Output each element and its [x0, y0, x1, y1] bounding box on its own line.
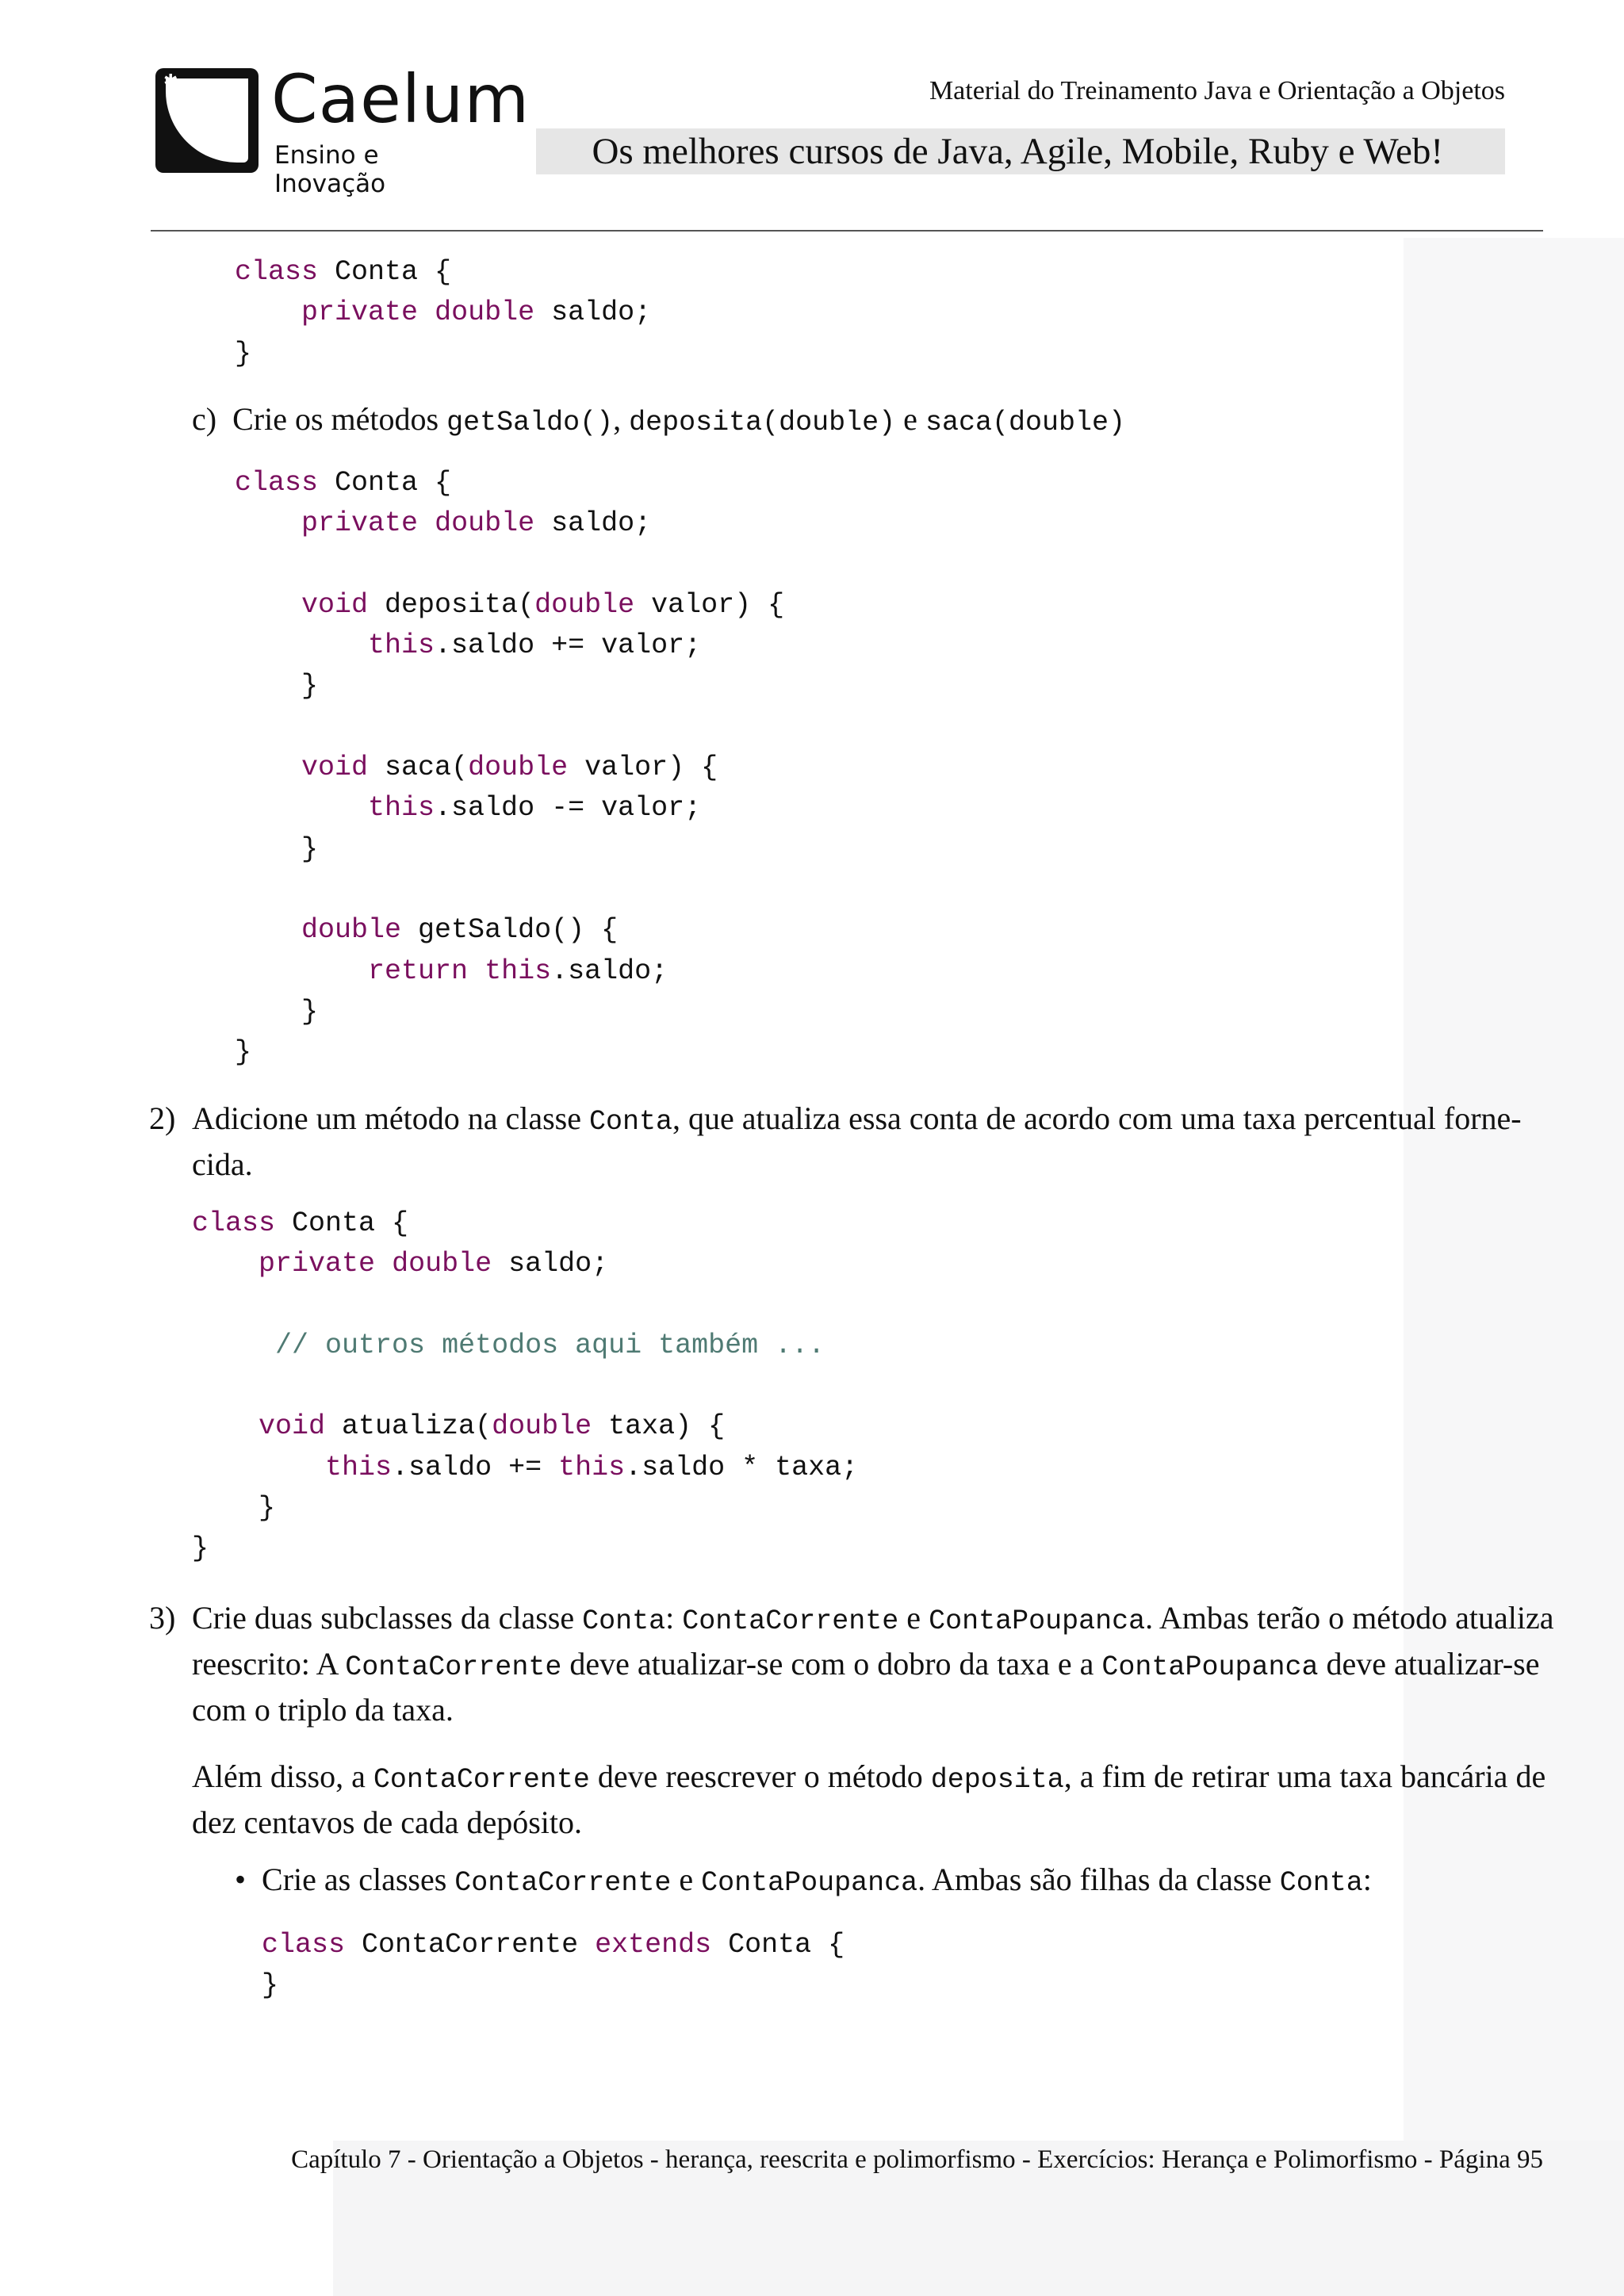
- item-text: Além disso, a: [192, 1758, 366, 1794]
- code-line: }: [192, 1533, 209, 1565]
- item-label: c): [192, 401, 217, 437]
- inline-code: saca(double): [925, 407, 1125, 438]
- code-line: class Conta {: [192, 1207, 409, 1239]
- bullet-icon: •: [235, 1862, 247, 1897]
- item-text: com o triplo da taxa.: [192, 1692, 454, 1728]
- code-line: void saca(double valor) {: [301, 752, 718, 784]
- item-text: e: [903, 401, 917, 437]
- code-line: }: [301, 670, 319, 702]
- inline-code: Conta: [582, 1605, 666, 1637]
- logo-brand: Caelum: [271, 60, 530, 138]
- code-line: }: [235, 337, 252, 369]
- item-number: 3): [149, 1600, 176, 1636]
- code-line: class Conta {: [235, 256, 452, 288]
- code-line: }: [301, 832, 319, 865]
- inline-code: Conta: [588, 1106, 673, 1138]
- page-footer: Capítulo 7 - Orientação a Objetos - herança, reescrita e polimorfismo - Exercícios: Herança e Polimorfismo - Página 95: [291, 2145, 1543, 2174]
- caelum-logo: [155, 60, 530, 198]
- code-line: }: [262, 1969, 279, 2002]
- item-text: e: [906, 1600, 921, 1636]
- item-text: Crie as classes: [262, 1862, 447, 1897]
- item-text: cida.: [192, 1146, 253, 1182]
- item-2-text: [192, 1097, 1548, 1186]
- item-text: . Ambas terão o método atualiza: [1145, 1600, 1554, 1636]
- code-block-conta-methods: [235, 463, 784, 1073]
- code-line: }: [235, 1036, 252, 1069]
- header-banner: [536, 128, 1505, 174]
- code-comment: // outros métodos aqui também ...: [275, 1329, 825, 1361]
- inline-code: deposita(double): [629, 407, 896, 438]
- inline-code: getSaldo(): [446, 407, 614, 438]
- item-c: [192, 398, 1125, 444]
- code-line: class ContaCorrente extends Conta {: [262, 1929, 845, 1961]
- code-block-atualiza: [192, 1203, 858, 1570]
- item-text: reescrito: A: [192, 1646, 338, 1682]
- logo-mark-icon: ✱: [155, 68, 259, 173]
- item-text: . Ambas são filhas da classe: [917, 1862, 1272, 1897]
- item-text: deve atualizar-se: [1326, 1646, 1540, 1682]
- code-line: this.saldo += this.saldo * taxa;: [325, 1451, 859, 1483]
- inline-code: deposita: [930, 1764, 1064, 1796]
- code-line: double getSaldo() {: [301, 914, 619, 947]
- code-block-conta-basic: [235, 252, 651, 374]
- code-line: }: [301, 995, 319, 1027]
- item-text: deve atualizar-se com o dobro da taxa e a: [569, 1646, 1094, 1682]
- logo-tagline: Ensino e Inovação: [274, 141, 386, 198]
- code-line: this.saldo -= valor;: [368, 792, 702, 825]
- item-text: ,: [613, 401, 622, 437]
- code-line: }: [259, 1492, 276, 1525]
- inline-code: ContaPoupanca: [929, 1605, 1146, 1637]
- code-line: void atualiza(double taxa) {: [259, 1410, 726, 1443]
- item-number: 2): [149, 1100, 176, 1136]
- code-line: private double saldo;: [259, 1248, 609, 1280]
- inline-code: ContaCorrente: [373, 1764, 590, 1796]
- item-text: , a fim de retirar uma taxa bancária de: [1063, 1758, 1546, 1794]
- banner-text: Os melhores cursos de Java, Agile, Mobile, Ruby e Web!: [592, 131, 1443, 172]
- inline-code: Conta: [1279, 1867, 1363, 1899]
- code-line: class Conta {: [235, 467, 452, 499]
- item-text: Crie duas subclasses da classe: [192, 1600, 575, 1636]
- training-title: Material do Treinamento Java e Orientação a Objetos: [929, 76, 1505, 105]
- item-text: e: [679, 1862, 694, 1897]
- item-text: :: [665, 1600, 675, 1636]
- inline-code: ContaCorrente: [345, 1651, 562, 1683]
- code-line: return this.saldo;: [368, 955, 668, 987]
- inline-code: ContaPoupanca: [1101, 1651, 1319, 1683]
- code-line: void deposita(double valor) {: [301, 588, 785, 621]
- code-line: private double saldo;: [301, 507, 652, 540]
- code-line: private double saldo;: [301, 297, 652, 329]
- item-text: , que atualiza essa conta de acordo com uma taxa percentual forne-: [672, 1100, 1522, 1136]
- header-divider: [151, 230, 1543, 232]
- code-line: this.saldo += valor;: [368, 629, 702, 662]
- inline-code: ContaCorrente: [454, 1867, 672, 1899]
- inline-code: ContaCorrente: [682, 1605, 899, 1637]
- bullet-item: [235, 1858, 1372, 1904]
- item-text: Crie os métodos: [232, 401, 439, 437]
- page-edge-shade: [1404, 238, 1624, 2296]
- item-text: :: [1362, 1862, 1372, 1897]
- item-3-text: [192, 1597, 1554, 1844]
- item-text: Adicione um método na classe: [192, 1100, 581, 1136]
- item-text: dez centavos de cada depósito.: [192, 1804, 583, 1840]
- inline-code: ContaPoupanca: [701, 1867, 918, 1899]
- code-block-conta-corrente: [262, 1925, 845, 2007]
- item-text: deve reescrever o método: [597, 1758, 923, 1794]
